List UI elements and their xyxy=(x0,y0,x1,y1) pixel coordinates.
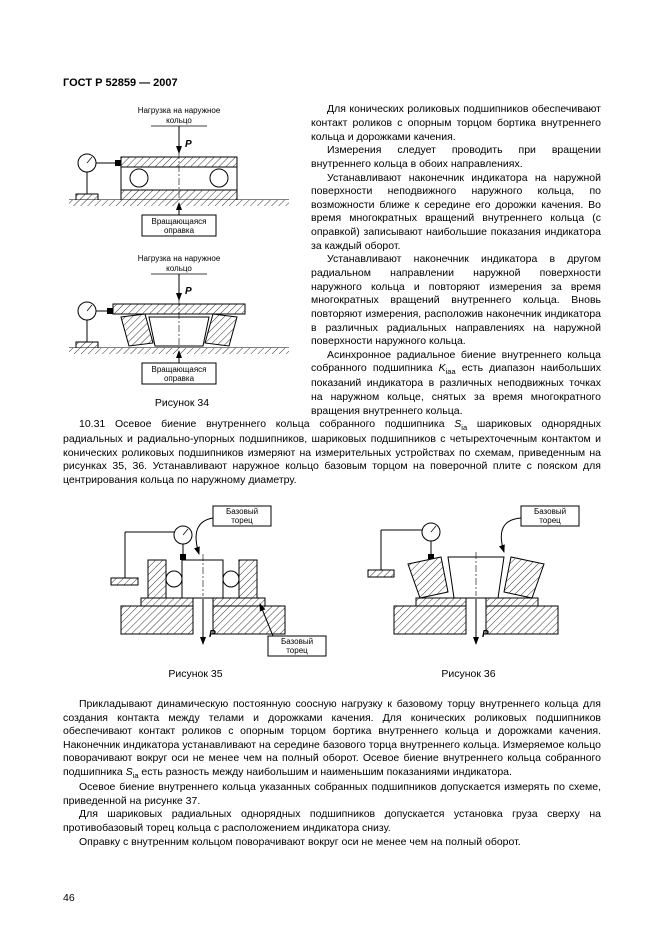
mandrel-label: оправка xyxy=(163,226,195,236)
load-label: кольцо xyxy=(166,264,192,274)
dial-indicator-icon xyxy=(76,302,113,348)
load-label: Нагрузка на наружное xyxy=(137,254,221,264)
paragraph-weight-on-top: Для шариковых радиальных однорядных подшипников допускается установка груза сверху на противобазовый торец кольца с расположением индикатора снизу. xyxy=(63,808,601,834)
force-label: P xyxy=(185,286,192,298)
mandrel-label: Вращающаяся xyxy=(151,217,207,227)
figures-row xyxy=(63,488,601,688)
paragraph-text: есть диапазон наибольших показаний индикатора в различных неподвижных точках на наружном кольце, снятых за время многократного вращения внутреннего кольца. xyxy=(311,362,601,417)
figure-36-caption: Рисунок 36 xyxy=(441,668,496,681)
fig34-top-drawing xyxy=(69,106,289,236)
content xyxy=(63,103,601,849)
load-label: Нагрузка на наружное xyxy=(137,106,221,116)
force-label: P xyxy=(482,628,489,640)
base-face-label: Базовый xyxy=(533,506,567,516)
symbol-S: S xyxy=(125,766,133,779)
figure-36-drawing xyxy=(336,504,601,659)
figure-35-drawing xyxy=(63,504,328,659)
paragraph-indicator-setup: Устанавливают наконечник индикатора на наружной поверхности неподвижного наружного кольца, по возможности ближе к середине его дорожки качения. Во время многократных вращений внутреннего кольца (с оправкой) записывают наибольшие показания индикатора за каждый оборот. xyxy=(311,171,601,252)
figure-34-caption: Рисунок 34 xyxy=(154,396,210,409)
page-number: 46 xyxy=(63,892,75,905)
paragraph-axial-load xyxy=(63,698,601,781)
base-face-label-top xyxy=(196,506,271,554)
paragraph-measure-directions: Измерения следует проводить при вращении внутреннего кольца в обоих направлениях. xyxy=(311,144,601,170)
bottom-text-block xyxy=(63,698,601,849)
base-face-label: торец xyxy=(231,515,253,525)
paragraph-text: Асинхронное радиальное биение внутреннего кольца собранного подшипника xyxy=(311,348,601,375)
paragraph-text: есть разность между наибольшим и наименьшим показаниями индикатора. xyxy=(138,766,512,779)
fig34-bottom-drawing xyxy=(69,254,289,384)
mandrel-label-box xyxy=(142,351,216,384)
paragraph-mandrel-rotation: Оправку с внутренним кольцом поворачивают вокруг оси не менее чем на полный оборот. xyxy=(79,835,521,848)
base-face-label-top xyxy=(501,506,579,552)
paragraph-text: 10.31 Осевое биение внутреннего кольца собранного подшипника xyxy=(79,418,455,431)
paragraph-scheme-37: Осевое биение внутреннего кольца указанных собранных подшипников допускается измерять по схеме, приведенной на рисунке 37. xyxy=(63,780,601,807)
force-label: P xyxy=(209,628,216,640)
figure-35 xyxy=(63,504,328,682)
document-header: ГОСТ Р 52859 — 2007 xyxy=(63,77,178,89)
load-label: кольцо xyxy=(166,116,192,126)
bearing-cross-section xyxy=(121,152,237,205)
force-label: P xyxy=(185,139,192,151)
paragraph-text: Прикладывают динамическую постоянную соосную нагрузку к базовому торцу внутреннего кольца для создания контакта между телами и дорожками качения. Для конических роликовых подшипников обеспечивают контакт роликов с опорным торцом бортика внутреннего кольца и дорожками качения. Наконечник индикатора устанавливают на середине базового торца внутреннего кольца. Измеряемое кольцо поворачивают вокруг оси не менее чем на полный оборот. Осевое биение внутреннего кольца собранного подшипника xyxy=(63,697,601,779)
paragraph-text: шариковых однорядных радиальных и радиально-упорных подшипников, шариковых подшипников с четырехточечным контактом и конических роликовых подшипников измеряют на измерительных устройствах по схемам, приведенным на рисунках 35, 36. Устанавливают наружное кольцо базовым торцом на поверочной плите с пояском для центрирования кольца по наружному диаметру. xyxy=(63,418,602,486)
bearing-cross-section xyxy=(113,299,245,353)
figure-34-drawing xyxy=(63,103,295,387)
base-face-label: Базовый xyxy=(225,506,259,516)
paragraph-10-31 xyxy=(63,418,601,487)
paragraph-indicator-repeat: Устанавливают наконечник индикатора в другом радиальном направлении наружной поверхности наружного кольца и повторяют измерения за время многократных вращений внутреннего кольца. Вновь повторяют измерения, расположив наконечник индикатора в различных радиальных направлениях на наружной поверхности наружного кольца. xyxy=(311,253,601,348)
symbol-S-subscript: ia xyxy=(132,771,139,781)
figure-34 xyxy=(63,103,301,410)
symbol-K-subscript: iaa xyxy=(445,367,456,377)
base-face-label: торец xyxy=(539,515,561,525)
mandrel-label: Вращающаяся xyxy=(151,365,207,375)
mandrel-label-box xyxy=(142,203,216,236)
figure-36 xyxy=(336,504,601,682)
symbol-S-subscript: ia xyxy=(461,423,468,433)
base-face-label: торец xyxy=(286,645,308,655)
symbol-S: S xyxy=(454,418,462,431)
symbol-K: K xyxy=(438,362,446,375)
bearing-cross-section xyxy=(148,554,257,598)
figure-35-caption: Рисунок 35 xyxy=(168,668,223,681)
paragraph-conical-contact: Для конических роликовых подшипников обеспечивают контакт роликов с опорным торцом бортика внутреннего кольца и дорожками качения. xyxy=(311,103,601,143)
base-face-label: Базовый xyxy=(280,636,314,646)
dial-indicator-icon xyxy=(76,154,121,200)
mandrel-label: оправка xyxy=(163,374,195,384)
